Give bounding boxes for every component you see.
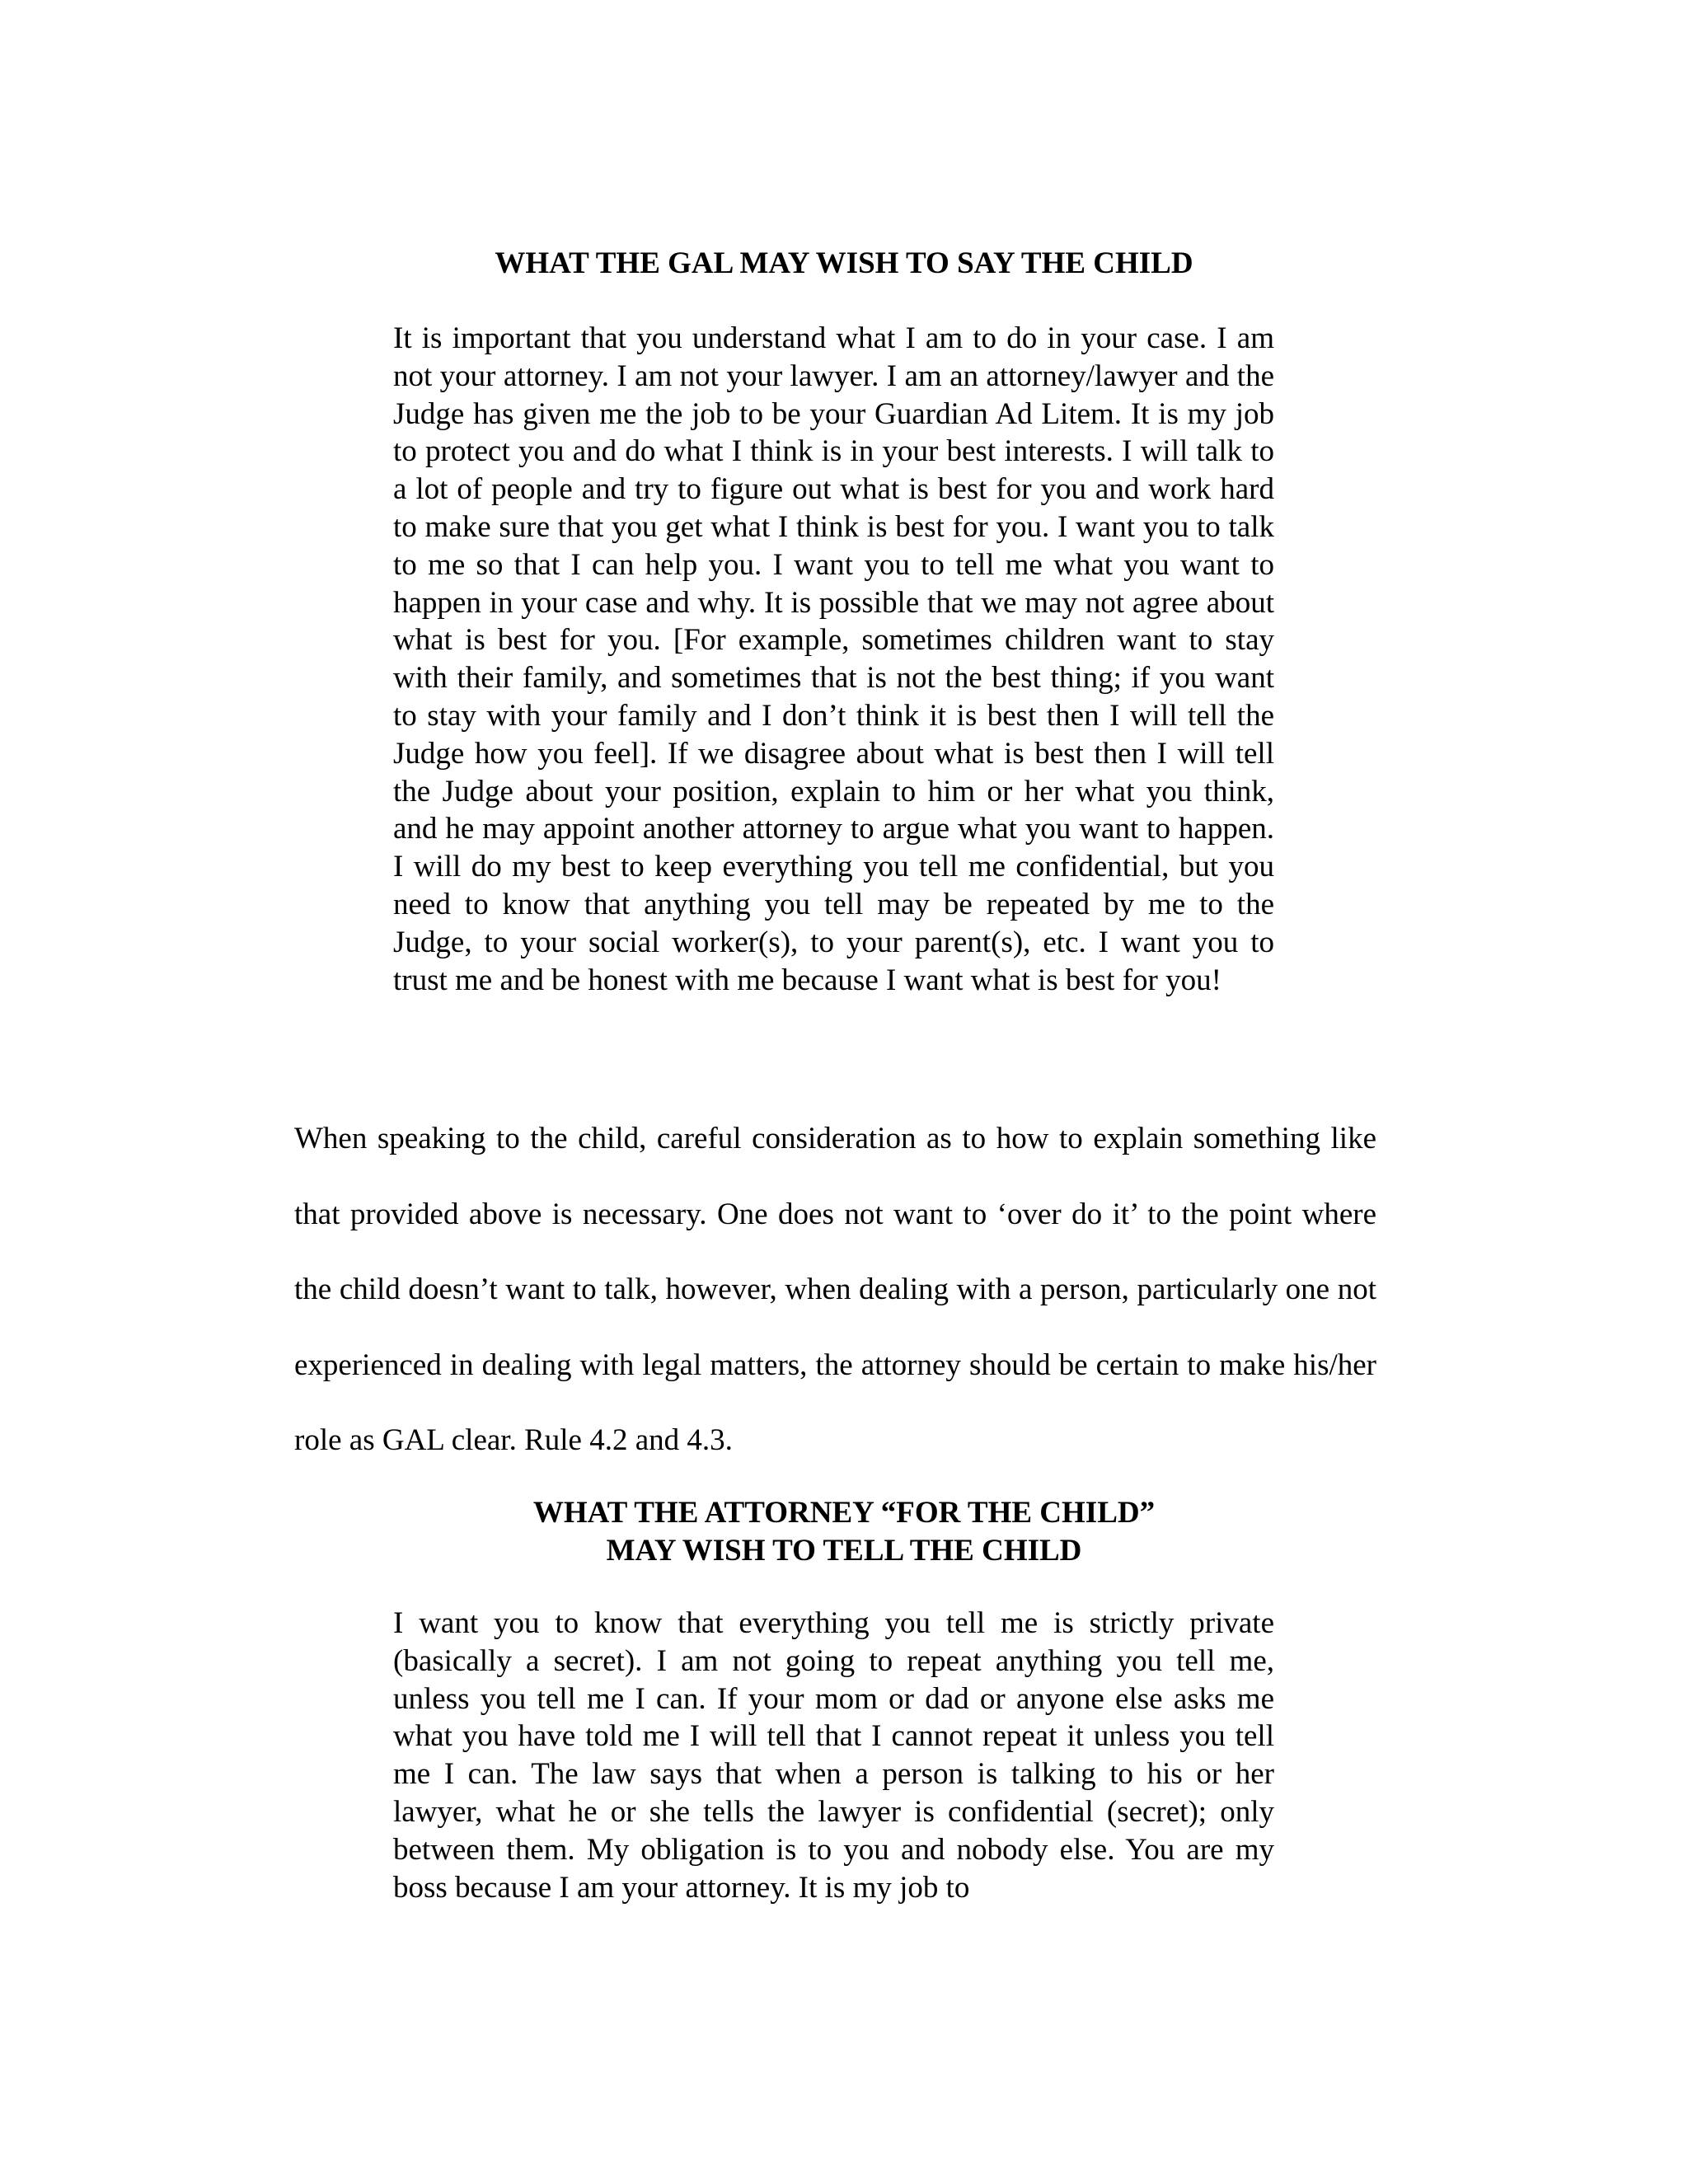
attorney-statement-quote: I want you to know that everything you tell me is strictly private (basically a secret). I am not going to repeat anything you tell me, unless you tell me I can. If your mom or dad or anyone else asks me what you have told me I will tell that I cannot repeat it unless you tell me I can. The law says that when a person is talking to his or her lawyer, what he or she tells the lawyer is confidential (secret); only between them. My obligation is to you and nobody else. You are my boss because I am your attorney. It is my job to bbox=[393, 1606, 1274, 1905]
commentary-paragraph: When speaking to the child, careful consideration as to how to explain something like that provided above is necessary. One does not want to ‘over do it’ to the point where the child doesn’t want to talk, however, when dealing with a person, particularly one not experienced in dealing with legal matters, the attorney should be certain to make his/her role as GAL clear. Rule 4.2 and 4.3. bbox=[294, 1122, 1376, 1457]
attorney-section-heading-line2: MAY WISH TO TELL THE CHILD bbox=[606, 1534, 1082, 1568]
gal-section-heading: WHAT THE GAL MAY WISH TO SAY THE CHILD bbox=[495, 246, 1193, 280]
attorney-section-heading-line1: WHAT THE ATTORNEY “FOR THE CHILD” bbox=[532, 1496, 1156, 1530]
gal-statement-quote: It is important that you understand what I am to do in your case. I am not your attorney. I am not your lawyer. I am an attorney/lawyer and the Judge has given me the job to be your Guardian Ad Litem. It is my job to protect you and do what I think is in your best interests. I will talk to a lot of people and try to figure out what is best for you and work hard to make sure that you get what I think is best for you. I want you to talk to me so that I can help you. I want you to tell me what you want to happen in your case and why. It is possible that we may not agree about what is best for you. [For example, sometimes children want to stay with their family, and sometimes that is not the best thing; if you want to stay with your family and I don’t think it is best then I will tell the Judge how you feel]. If we disagree about what is best then I will tell the Judge about your position, explain to him or her what you think, and he may appoint another attorney to argue what you want to happen. I will do my best to keep everything you tell me confidential, but you need to know that anything you tell may be repeated by me to the Judge, to your social worker(s), to your parent(s), etc. I want you to trust me and be honest with me because I want what is best for you! bbox=[393, 321, 1274, 997]
